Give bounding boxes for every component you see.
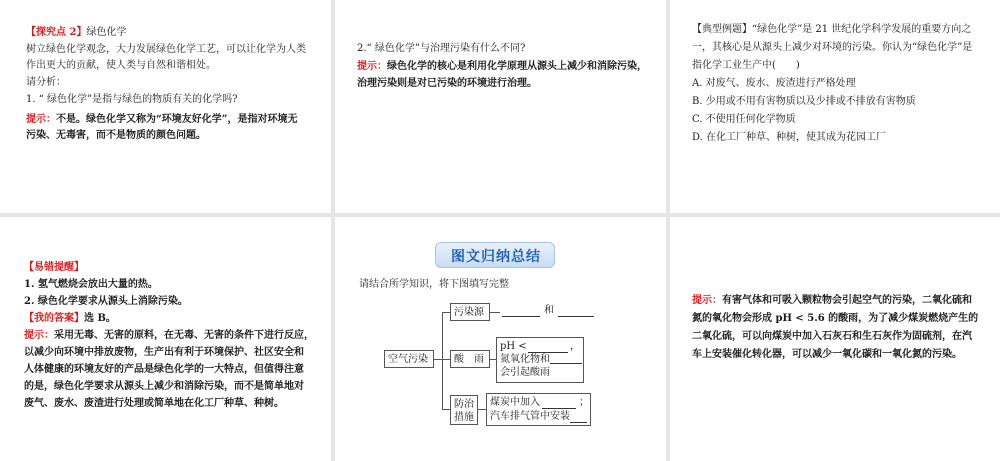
hint-text-1: 不是。绿色化学又称为“环境友好化学”，是指对环境无 [56, 114, 298, 125]
hint-label: 提示： [26, 114, 56, 125]
hint-line-4: 的是，绿色化学要求从源头上减少和消除污染，而不是简单地对 [24, 381, 304, 392]
connector-branch-2 [442, 359, 450, 360]
summary-banner [435, 242, 555, 268]
answer-blank[interactable] [558, 304, 594, 317]
intro-line-2: 作出更大的贡献，使人类与自然和谐相处。 [26, 60, 216, 71]
diagram-instruction: 请结合所学知识，将下图填写完整 [359, 279, 509, 290]
question-1: 1. “ 绿色化学”是指与绿色的物质有关的化学吗? [26, 94, 238, 105]
answer-blank[interactable] [550, 351, 582, 364]
example-line-2: 一，其核心是从源头上减少对环境的污染。你认为“绿色化学”是 [692, 42, 973, 53]
connector-vertical [442, 312, 443, 409]
error-reminder-title: 【易错提醒】 [24, 262, 84, 273]
slide-panel-explore-point-2 [0, 0, 331, 213]
answer-blank[interactable] [570, 410, 587, 423]
hint-line-5: 废气、废水、废渣进行处理或简单地在化工厂种草、种树。 [24, 398, 284, 409]
acid-line-3: 会引起酸雨 [500, 367, 550, 378]
hint-line-2: 治理污染则是对已污染的环境进行治理。 [357, 78, 537, 89]
connector-measures [478, 409, 486, 410]
answer-line [24, 311, 116, 326]
heading-line [26, 25, 126, 40]
slide-panel-error-reminder [0, 217, 331, 461]
branch-prevention-measures [450, 395, 478, 425]
question-2: 2.“ 绿色化学”与治理污染有什么不同? [357, 43, 526, 54]
measure-1-text: 煤炭中加入 [490, 397, 540, 408]
measure-line-2 [490, 410, 587, 423]
pollution-source-fill-in [500, 303, 596, 321]
connector-branch-1 [442, 312, 450, 313]
source-connector-word: 和 [544, 305, 554, 316]
prevention-details [486, 393, 591, 426]
heading-tag: 【探究点 2】 [26, 27, 87, 38]
hint-line-1 [24, 328, 314, 343]
connector-root [434, 359, 442, 360]
answer-blank[interactable] [542, 396, 576, 409]
hint-line-1 [26, 112, 298, 127]
root-node-label: 空气污染 [388, 354, 428, 365]
slide-panel-question-2 [335, 0, 666, 213]
branch-acid-rain [450, 350, 490, 368]
measure-line-1 [490, 396, 587, 410]
summary-banner-title: 图文归纳总结 [451, 249, 541, 265]
reminder-item-1: 1. 氢气燃烧会放出大量的热。 [24, 279, 158, 290]
option-c: C. 不使用任何化学物质 [692, 114, 796, 125]
connector-source [490, 312, 500, 313]
branch-prevention-line-2: 措施 [454, 412, 474, 423]
acid-line-2: 氮氧化物和 [500, 354, 550, 365]
option-b: B. 少用或不用有害物质以及少排或不排放有害物质 [692, 96, 916, 107]
hint-line-1 [692, 293, 972, 308]
hint-line-2: 污染、无毒害，而不是物质的颜色问题。 [26, 130, 206, 141]
hint-line-2: 以减少向环境中排放废物，生产出有利于环境保护、社区安全和 [24, 347, 304, 358]
answer-label: 【我的答案】 [24, 313, 84, 324]
branch-pollution-source [450, 303, 490, 321]
measure-1-end: ； [579, 397, 589, 408]
hint-line-3: 二氧化硫，可以向煤炭中加入石灰石和生石灰作为固硫剂，在汽 [692, 331, 972, 342]
branch-prevention-line-1: 防治 [454, 399, 474, 410]
example-line-1: 【典型例题】“绿色化学”是 21 世纪化学科学发展的重要方向之 [692, 24, 972, 35]
hint-label: 提示： [357, 61, 387, 72]
connector-branch-3 [442, 409, 450, 410]
acid-line-1-end: ， [570, 341, 580, 352]
answer-blank[interactable] [502, 304, 540, 317]
answer-text: 选 B。 [84, 313, 116, 324]
hint-text-1: 有害气体和可吸入颗粒物会引起空气的污染，二氧化硫和 [722, 295, 972, 306]
hint-text-1: 绿色化学的核心是利用化学原理从源头上减少和消除污染， [387, 61, 647, 72]
option-a: A. 对废气、废水、废渣进行严格处理 [692, 78, 856, 89]
acid-ph-label: pH < [500, 341, 527, 352]
hint-line-3: 人体健康的环境友好的产品是绿色化学的一大特点，但值得注意 [24, 364, 304, 375]
example-line-3: 指化学工业生产中( ) [692, 60, 800, 71]
root-node-air-pollution [384, 350, 434, 368]
analysis-label: 请分析： [26, 77, 66, 88]
hint-label: 提示： [692, 295, 722, 306]
hint-line-1 [357, 59, 647, 74]
branch-pollution-source-label: 污染源 [454, 307, 484, 318]
hint-label: 提示： [24, 330, 54, 341]
hint-line-2: 氮的氧化物会形成 pH < 5.6 的酸雨，为了减少煤炭燃烧产生的 [692, 313, 979, 324]
intro-line-1: 树立绿色化学观念，大力发展绿色化学工艺，可以让化学为人类 [26, 44, 306, 55]
slide-panel-typical-example [670, 0, 1000, 213]
heading-text: 绿色化学 [86, 27, 127, 38]
hint-line-4: 车上安装催化转化器，可以减少一氧化碳和一氧化氮的污染。 [692, 349, 962, 360]
slide-panel-summary-hint [670, 217, 1000, 461]
reminder-item-2: 2. 绿色化学要求从源头上消除污染。 [24, 296, 188, 307]
hint-text-1: 采用无毒、无害的原料，在无毒、无害的条件下进行反应， [54, 330, 314, 341]
measure-2-text: 汽车排气管中安装 [490, 411, 570, 422]
option-d: D. 在化工厂种草、种树，使其成为花园工厂 [692, 132, 887, 143]
branch-acid-rain-label: 酸 雨 [454, 354, 484, 365]
slide-panel-summary-diagram [335, 217, 666, 461]
